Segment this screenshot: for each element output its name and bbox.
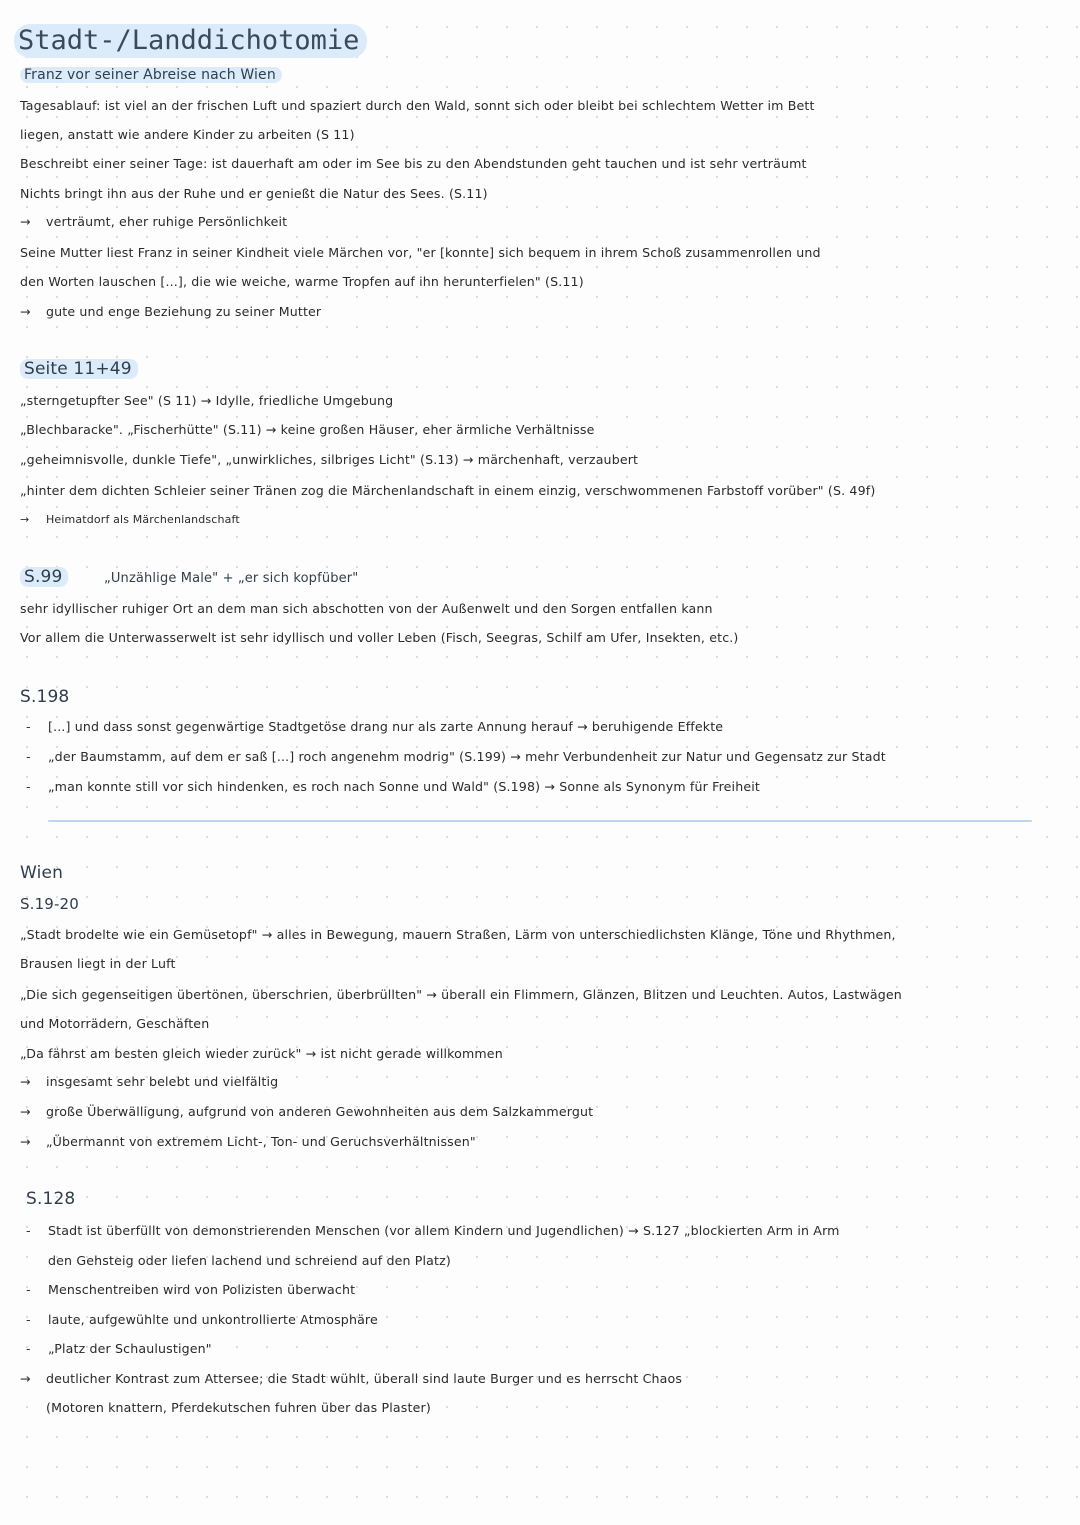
note-line: Beschreibt einer seiner Tage: ist dauerhaft am oder im See bis zu den Abendstunden geht tauchen und ist sehr verträumt xyxy=(20,156,807,171)
note-line-arrow xyxy=(20,213,1066,231)
note-line-dash xyxy=(20,748,1066,766)
note-line: „Die sich gegenseitigen übertönen, überschrien, überbrüllten" → überall ein Flimmern, Glänzen, Blitzen und Leuchten. Autos, Lastwägen xyxy=(20,987,902,1002)
section-wien-heading xyxy=(20,864,1066,882)
note-line: und Motorrädern, Geschäften xyxy=(20,1016,210,1031)
section-s99-heading-quote: „Unzählige Male" + „er sich kopfüber" xyxy=(104,571,359,586)
note-line: (Motoren knattern, Pferdekutschen fuhren über das Plaster) xyxy=(46,1400,431,1415)
section-s198-heading-text: S.198 xyxy=(20,687,70,707)
note-line-dash xyxy=(20,1340,1066,1358)
section-s99-heading xyxy=(20,568,1066,588)
note-line: Seine Mutter liest Franz in seiner Kindheit viele Märchen vor, "er [konnte] sich bequem in ihrem Schoß zusammenrollen und xyxy=(20,245,821,260)
note-line: „sterngetupfter See" (S 11) → Idylle, friedliche Umgebung xyxy=(20,393,394,408)
dash-bullet: - xyxy=(26,1282,31,1297)
dash-bullet: - xyxy=(26,1341,31,1356)
note-text: Stadt ist überfüllt von demonstrierenden Menschen (vor allem Kindern und Jugendlichen) → S.127 „blockierten Arm in Arm xyxy=(48,1223,840,1238)
note-line-dash xyxy=(20,1281,1066,1299)
dash-bullet: - xyxy=(26,1312,31,1327)
section-franz-heading-text: Franz vor seiner Abreise nach Wien xyxy=(20,67,282,83)
dash-bullet: - xyxy=(26,719,31,734)
arrow-icon: → xyxy=(20,214,31,229)
section-wien-heading-text: Wien xyxy=(20,863,63,883)
note-text: laute, aufgewühlte und unkontrollierte Atmosphäre xyxy=(48,1312,378,1327)
note-line-arrow xyxy=(20,303,1066,321)
note-line-arrow xyxy=(20,1073,1066,1091)
dash-bullet: - xyxy=(26,1223,31,1238)
note-text: „Platz der Schaulustigen" xyxy=(48,1341,212,1356)
note-text: Menschentreiben wird von Polizisten überwacht xyxy=(48,1282,356,1297)
note-line-dash xyxy=(20,778,1066,796)
arrow-icon: → xyxy=(20,1371,31,1386)
note-text: verträumt, eher ruhige Persönlichkeit xyxy=(46,214,288,229)
note-line: „Stadt brodelte wie ein Gemüsetopf" → alles in Bewegung, mauern Straßen, Lärm von unterschiedlichsten Klänge, Töne und Rhythmen, xyxy=(20,927,896,942)
note-text: „Übermannt von extremem Licht-, Ton- und Geruchsverhältnissen" xyxy=(46,1134,476,1149)
note-text: deutlicher Kontrast zum Attersee; die Stadt wühlt, überall sind laute Burger und es herrscht Chaos xyxy=(46,1371,683,1386)
section-wien-subheading: S.19-20 xyxy=(20,895,79,913)
section-s128-heading xyxy=(26,1190,1066,1208)
section-franz-heading xyxy=(20,66,1066,84)
note-line: Tagesablauf: ist viel an der frischen Luft und spaziert durch den Wald, sonnt sich oder bleibt bei schlechtem Wetter im Bett xyxy=(20,98,815,113)
note-line: „Blechbaracke". „Fischerhütte" (S.11) → keine großen Häuser, eher ärmliche Verhältnisse xyxy=(20,422,595,437)
note-text: große Überwälligung, aufgrund von anderen Gewohnheiten aus dem Salzkammergut xyxy=(46,1104,594,1119)
arrow-icon: → xyxy=(20,304,31,319)
section-seite-heading xyxy=(20,360,1066,378)
dash-bullet: - xyxy=(26,779,31,794)
note-text: [...] und dass sonst gegenwärtige Stadtgetöse drang nur als zarte Annung herauf → beruhigende Effekte xyxy=(48,719,724,734)
note-line-dash xyxy=(20,1311,1066,1329)
arrow-icon: → xyxy=(20,1134,31,1149)
note-line-arrow xyxy=(20,1133,1066,1151)
note-line: liegen, anstatt wie andere Kinder zu arbeiten (S 11) xyxy=(20,127,355,142)
note-line: Brausen liegt in der Luft xyxy=(20,956,176,971)
note-text: Heimatdorf als Märchenlandschaft xyxy=(46,513,240,526)
note-line-dash xyxy=(20,718,1066,736)
note-line: Nichts bringt ihn aus der Ruhe und er genießt die Natur des Sees. (S.11) xyxy=(20,186,488,201)
section-s198-heading xyxy=(20,688,1066,706)
note-line: „hinter dem dichten Schleier seiner Tränen zog die Märchenlandschaft in einem einzig, verschwommenen Farbstoff vorüber" (S. 49f) xyxy=(20,483,876,498)
note-line-arrow xyxy=(20,1103,1066,1121)
arrow-icon: → xyxy=(20,513,30,526)
note-line-arrow xyxy=(20,1370,1066,1388)
arrow-icon: → xyxy=(20,1104,31,1119)
note-text: „der Baumstamm, auf dem er saß [...] roch angenehm modrig" (S.199) → mehr Verbundenheit zur Natur und Gegensatz zur Stadt xyxy=(48,749,886,764)
section-s99-heading-text: S.99 xyxy=(20,567,68,587)
note-line: sehr idyllischer ruhiger Ort an dem man sich abschotten von der Außenwelt und den Sorgen entfallen kann xyxy=(20,601,713,616)
note-line-arrow xyxy=(20,511,1066,529)
page-title: Stadt-/Landdichotomie xyxy=(14,24,367,58)
note-line-dash xyxy=(20,1222,1066,1240)
note-line: den Worten lauschen [...], die wie weiche, warme Tropfen auf ihn herunterfielen" (S.11) xyxy=(20,274,584,289)
note-text: insgesamt sehr belebt und vielfältig xyxy=(46,1074,279,1089)
dash-bullet: - xyxy=(26,749,31,764)
note-text: gute und enge Beziehung zu seiner Mutter xyxy=(46,304,322,319)
section-divider xyxy=(48,820,1032,822)
note-text: „man konnte still vor sich hindenken, es roch nach Sonne und Wald" (S.198) → Sonne als Synonym für Freiheit xyxy=(48,779,760,794)
section-s128-heading-text: S.128 xyxy=(26,1189,76,1209)
section-seite-heading-text: Seite 11+49 xyxy=(20,359,138,379)
note-line: „Da fährst am besten gleich wieder zurück" → ist nicht gerade willkommen xyxy=(20,1046,503,1061)
arrow-icon: → xyxy=(20,1074,31,1089)
note-line: den Gehsteig oder liefen lachend und schreiend auf den Platz) xyxy=(48,1253,451,1268)
note-line: Vor allem die Unterwasserwelt ist sehr idyllisch und voller Leben (Fisch, Seegras, Schilf am Ufer, Insekten, etc.) xyxy=(20,630,739,645)
note-line: „geheimnisvolle, dunkle Tiefe", „unwirkliches, silbriges Licht" (S.13) → märchenhaft, verzaubert xyxy=(20,452,639,467)
